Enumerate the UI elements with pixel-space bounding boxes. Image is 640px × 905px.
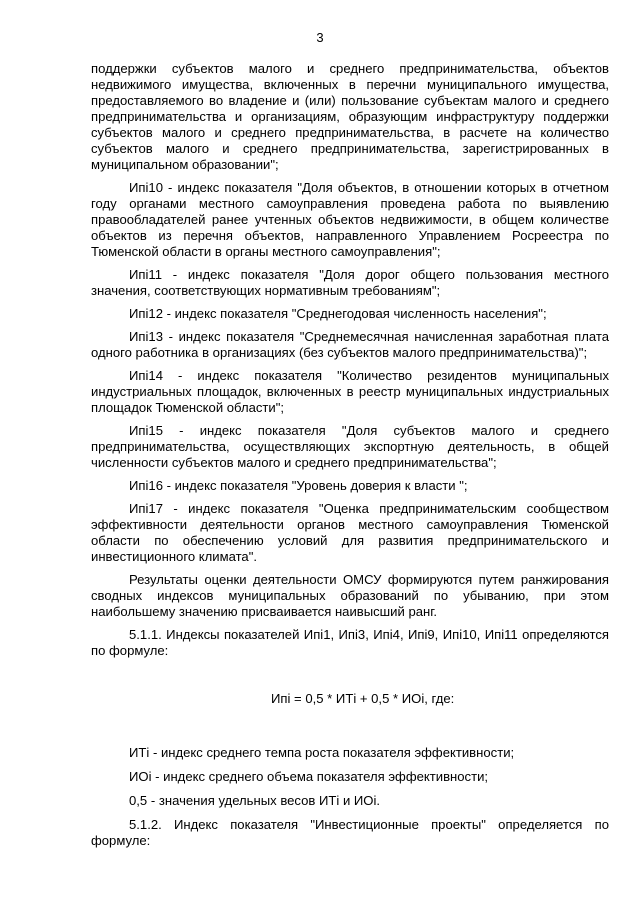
document-body xyxy=(91,61,609,856)
paragraph-ipi13: Ипi13 - индекс показателя "Среднемесячная начисленная заработная плата одного работника в организациях (без субъектов малого предпринимательства)"; xyxy=(91,329,609,360)
paragraph-ipi15: Ипi15 - индекс показателя "Доля субъектов малого и среднего предпринимательства, осуществляющих экспортную деятельность, в общей численности субъектов малого и среднего предпринимательства"; xyxy=(91,423,609,470)
paragraph-ipi14: Ипi14 - индекс показателя "Количество резидентов муниципальных индустриальных площадок, включенных в реестр муниципальных индустриальных площадок Тюменской области"; xyxy=(91,368,609,415)
paragraph-ipi11: Ипi11 - индекс показателя "Доля дорог общего пользования местного значения, соответствующих нормативным требованиям"; xyxy=(91,267,609,298)
formula: Ипi = 0,5 * ИТi + 0,5 * ИОi, где: xyxy=(271,691,455,706)
paragraph-ipi12: Ипi12 - индекс показателя "Среднегодовая численность населения"; xyxy=(129,306,547,321)
paragraph-ipi17: Ипi17 - индекс показателя "Оценка предпринимательским сообществом эффективности деятельности органов местного самоуправления Тюменской области по обеспечению условий для развития предпринимательского и инвестиционного климата". xyxy=(91,501,609,564)
definition-weights: 0,5 - значения удельных весов ИТi и ИОi. xyxy=(129,793,381,808)
paragraph-ipi10: Ипi10 - индекс показателя "Доля объектов, в отношении которых в отчетном году органами местного самоуправления проведена работа по выявлению правообладателей ранее учтенных объектов недвижимости, в общем количестве объектов из перечня объектов, направленного Управлением Росреестра по Тюменской области в органы местного самоуправления"; xyxy=(91,180,609,259)
paragraph-5-1-2: 5.1.2. Индекс показателя "Инвестиционные проекты" определяется по формуле: xyxy=(91,817,609,848)
paragraph-5-1-1: 5.1.1. Индексы показателей Ипi1, Ипi3, Ипi4, Ипi9, Ипi10, Ипi11 определяются по формуле: xyxy=(91,627,609,658)
paragraph-results: Результаты оценки деятельности ОМСУ формируются путем ранжирования сводных индексов муниципальных образований по убыванию, при этом наибольшему значению присваивается наивысший ранг. xyxy=(91,572,609,619)
page-number: 3 xyxy=(316,30,324,45)
paragraph-ipi16: Ипi16 - индекс показателя "Уровень доверия к власти "; xyxy=(129,478,468,493)
paragraph-continuation: поддержки субъектов малого и среднего предпринимательства, объектов недвижимого имущества, включенных в перечни муниципального имущества, предоставляемого во владение и (или) пользование субъектам малого и среднего предпринимательства и организациям, образующим инфраструктуру поддержки субъектов малого и среднего предпринимательства, в расчете на количество субъектов малого и среднего предпринимательства, зарегистрированных в муниципальном образовании"; xyxy=(91,61,609,172)
definition-ioi: ИОi - индекс среднего объема показателя эффективности; xyxy=(129,769,489,784)
definition-iti: ИТi - индекс среднего темпа роста показателя эффективности; xyxy=(129,745,515,760)
